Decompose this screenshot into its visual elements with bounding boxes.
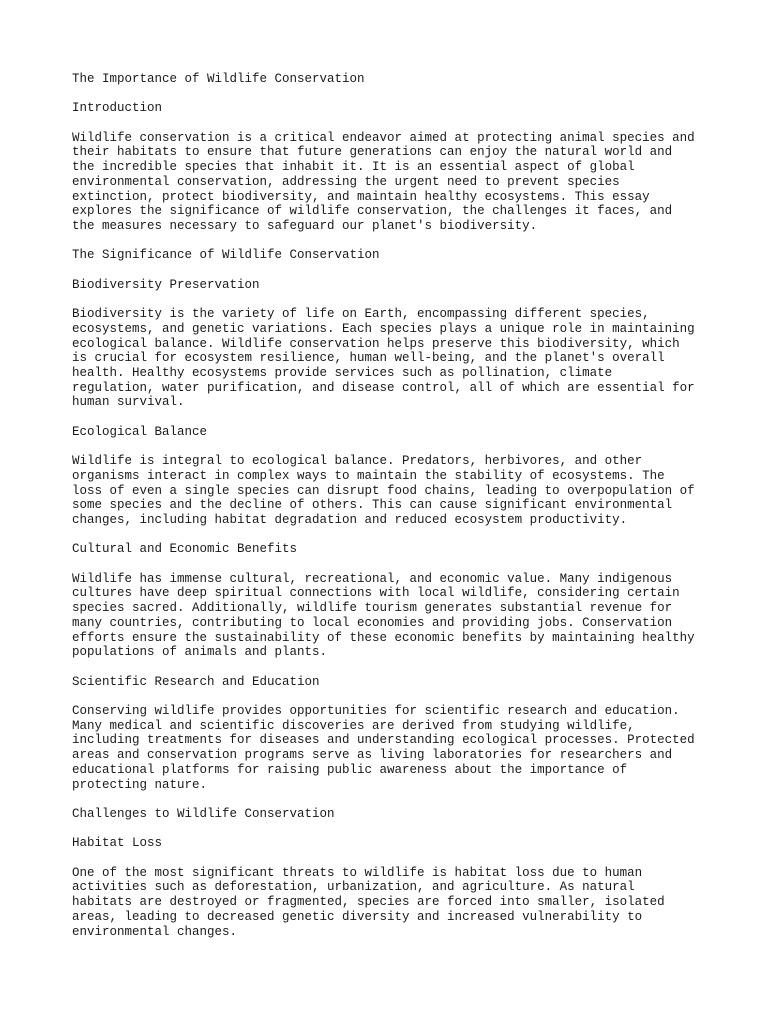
challenges-heading: Challenges to Wildlife Conservation — [72, 806, 335, 821]
biodiversity-paragraph: Biodiversity is the variety of life on Earth, encompassing different species, ecosystems, and genetic variations. Each species plays a unique role in maintaining ecological balance. Wildlife conservation helps preserve this biodiversity, which is crucial for ecosystem resilience, human well-being, and the planet's overall health. Healthy ecosystems provide services such as pollination, climate regulation, water purification, and disease control, all of which are essential for human survival. — [72, 307, 695, 410]
balance-paragraph: Wildlife is integral to ecological balance. Predators, herbivores, and other organisms interact in complex ways to maintain the stability of ecosystems. The loss of even a single species can disrupt food chains, leading to overpopulation of some species and the decline of others. This can cause significant environmental changes, including habitat degradation and reduced ecosystem productivity. — [72, 454, 695, 527]
research-heading: Scientific Research and Education — [72, 674, 320, 689]
document-title: The Importance of Wildlife Conservation — [72, 72, 365, 86]
intro-paragraph: Wildlife conservation is a critical endeavor aimed at protecting animal species and their habitats to ensure that future generations can enjoy the natural world and the incredible species that inhabit it. It is an essential aspect of global environmental conservation, addressing the urgent need to prevent species extinction, protect biodiversity, and maintain healthy ecosystems. This essay explores the significance of wildlife conservation, the challenges it faces, and the measures necessary to safeguard our planet's biodiversity. — [72, 130, 695, 233]
balance-heading: Ecological Balance — [72, 424, 208, 439]
significance-heading: The Significance of Wildlife Conservation — [72, 248, 380, 263]
intro-heading: Introduction — [72, 101, 163, 116]
habitat-heading: Habitat Loss — [72, 836, 163, 851]
document-body — [72, 72, 702, 954]
cultural-paragraph: Wildlife has immense cultural, recreational, and economic value. Many indigenous cultures have deep spiritual connections with local wildlife, considering certain species sacred. Additionally, wildlife tourism generates substantial revenue for many countries, contributing to local economies and providing jobs. Conservation efforts ensure the sustainability of these economic benefits by maintaining healthy populations of animals and plants. — [72, 571, 695, 660]
research-paragraph: Conserving wildlife provides opportunities for scientific research and education. Many medical and scientific discoveries are derived from studying wildlife, including treatments for diseases and understanding ecological processes. Protected areas and conservation programs serve as living laboratories for researchers and educational platforms for raising public awareness about the importance of protecting nature. — [72, 704, 695, 792]
habitat-paragraph: One of the most significant threats to wildlife is habitat loss due to human activities such as deforestation, urbanization, and agriculture. As natural habitats are destroyed or fragmented, species are forced into smaller, isolated areas, leading to decreased genetic diversity and increased vulnerability to environmental changes. — [72, 865, 665, 939]
biodiversity-heading: Biodiversity Preservation — [72, 277, 260, 292]
cultural-heading: Cultural and Economic Benefits — [72, 542, 298, 557]
